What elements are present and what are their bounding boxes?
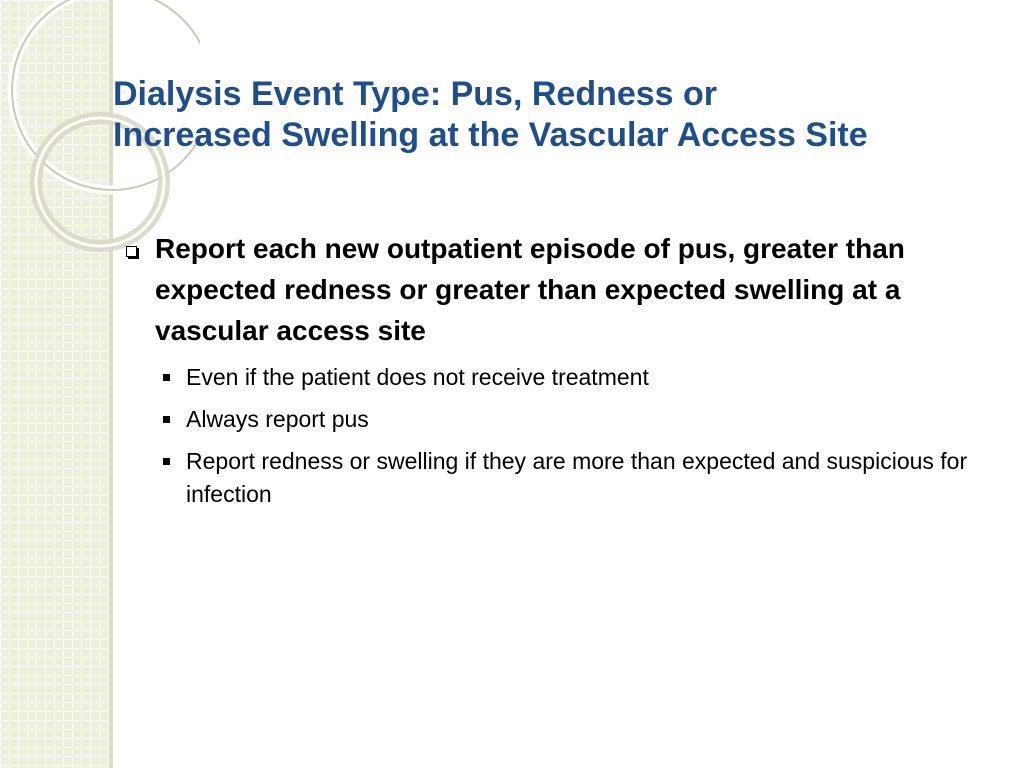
sub-bullet-text: Even if the patient does not receive treatment	[186, 364, 649, 390]
main-bullet-text: Report each new outpatient episode of pus, greater than expected redness or greater than expected swelling at a vascular access site	[155, 233, 905, 346]
slide-title-line-2: Increased Swelling at the Vascular Access Site	[113, 116, 868, 154]
hollow-square-bullet-icon	[126, 246, 137, 257]
filled-square-bullet-icon	[163, 458, 170, 465]
slide-title-line-1: Dialysis Event Type: Pus, Redness or	[113, 75, 718, 113]
main-bullet-item	[124, 228, 1004, 351]
filled-square-bullet-icon	[163, 416, 170, 423]
sub-bullet-text: Always report pus	[186, 406, 369, 432]
sub-bullet-text: Report redness or swelling if they are more than expected and suspicious for infection	[186, 448, 968, 507]
slide-title	[113, 74, 1013, 156]
sub-bullet-item	[160, 445, 1004, 511]
slide-body	[124, 228, 1004, 520]
sub-bullet-list	[124, 361, 1004, 511]
sub-bullet-item	[160, 403, 1004, 436]
sub-bullet-item	[160, 361, 1004, 394]
filled-square-bullet-icon	[163, 374, 170, 381]
